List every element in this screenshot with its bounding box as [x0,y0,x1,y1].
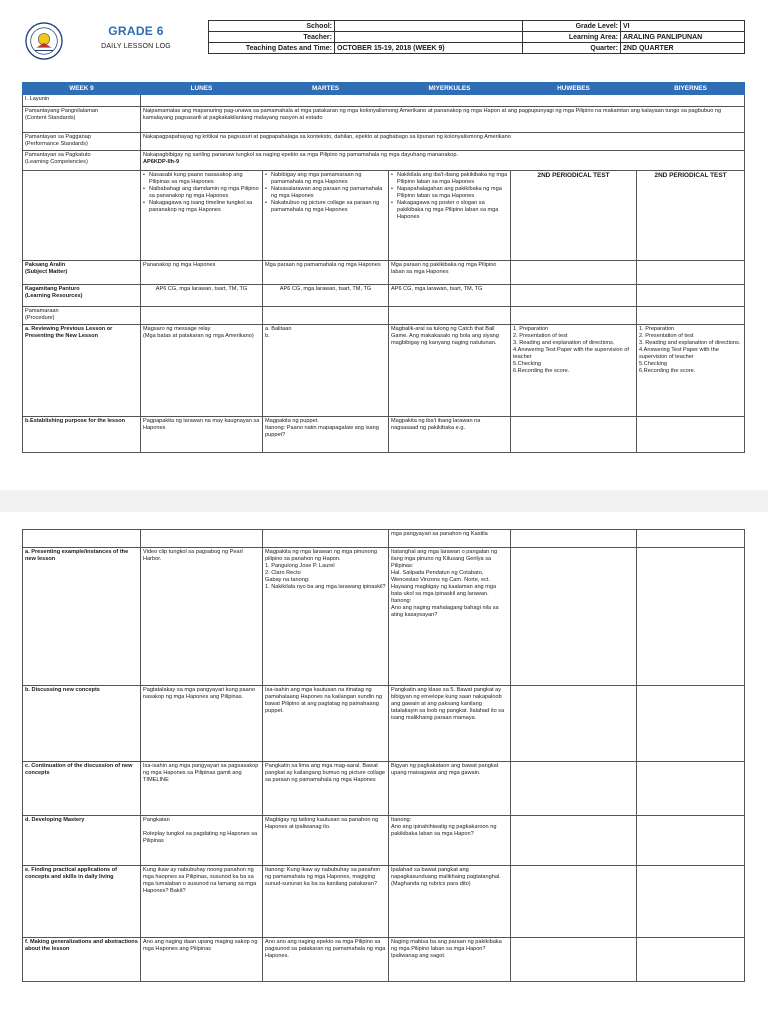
row-label-learning-resources: Kagamitang Panturo (Learning Resources) [23,285,141,307]
column-header-biyernes: BIYERNES [637,83,745,95]
learning-area-label: Learning Area: [523,32,621,43]
table-row [23,530,745,548]
list-item: • Nasasabi kung paano nasasakop ang Pilipinas sa mga Hapones [143,172,260,186]
generalizations-miyerkules: Naging mabisa ba ang paraan ng pakikibaka ng mga Pilipino laban sa mga Hapon? Ipaliwanag ang sagot. [389,938,511,982]
column-header-week: WEEK 9 [23,83,141,95]
row-label-subject-matter: Paksang Aralin (Subject Matter) [23,261,141,285]
purpose-lunes: Pagpapakita ng larawan na may kaugnayan sa Hapones [141,417,263,453]
examples-lunes: Video clip tungkol sa pagsabog ng Pearl Harbor. [141,548,263,686]
table-cell [511,548,637,686]
row-label-reviewing: a. Reviewing Previous Lesson or Presenting the New Lesson [23,325,141,417]
table-cell [637,816,745,866]
resources-lunes: AP6 CG, mga larawan, tsart, TM, TG [141,285,263,307]
table-cell [637,530,745,548]
table-cell [637,417,745,453]
subject-martes: Mga paraan ng pamamahala ng mga Hapones [263,261,389,285]
table-cell [389,307,511,325]
resources-miyerkules: AP6 CG, mga larawan, tsart, TM, TG [389,285,511,307]
generalizations-lunes: Ano ang naging daan upang maging sakop ng mga Hapones ang Pilipinas [141,938,263,982]
table-row [23,133,745,151]
table-cell [637,261,745,285]
page-subtitle: DAILY LESSON LOG [101,43,171,50]
page-title: GRADE 6 [108,24,164,38]
table-row [23,762,745,816]
lesson-log-page-2 [22,527,744,1017]
table-cell [23,530,141,548]
table-cell [637,938,745,982]
table-cell [141,95,745,107]
list-item: • Nakabubuo ng picture collage sa paraan ng pamamahala ng mga Hapones [265,200,386,214]
learning-competencies-cell [141,151,745,171]
mastery-miyerkules: Itanong: Ano ang ipinahihiwatig ng pagkakaroon ng pakikibaka laban sa mga Hapon? [389,816,511,866]
row-label-learning-competencies: Pamantayan sa Pagkatuto (Learning Competencies) [23,151,141,171]
deped-seal-logo [25,22,63,60]
mastery-lunes: Pangkatan Roleplay tungkol sa pagdating ng Hapones sa Pilipinas [141,816,263,866]
row-label-generalizations: f. Making generalizations and abstractions about the lesson [23,938,141,982]
table-row [23,285,745,307]
continuation-martes: Pangkatin sa lima ang mga mag-aaral. Bawat pangkat ay kailangang bumuo ng picture collage sa paraan ng pamamahala ng mga Hapones [263,762,389,816]
continuation-miyerkules: Bigyan ng pagkakataon ang bawat pangkat upang maisagawa ang mga gawain. [389,762,511,816]
lesson-log-page-1 [22,20,744,472]
grade-level-label: Grade Level: [523,21,621,32]
column-header-lunes: LUNES [141,83,263,95]
table-row [23,151,745,171]
table-row [23,866,745,938]
discussing-miyerkules: Pangkatin ang klase sa 5. Bawat pangkat ay bibigyan ng envelope kung saan nakapaloob ang gawain at ang paksang kanilang tatalakayin sa loob ng pangkat. Ilalahad ito sa isang malikhaing paraan mamaya. [389,686,511,762]
table-row [23,816,745,866]
list-item: • Nakikilala ang iba't-ibang pakikibaka ng mga Pilipino laban sa mga Hapones [391,172,508,186]
row-label-layunin: I. Layunin [23,95,141,107]
row-label-developing-mastery: d. Developing Mastery [23,816,141,866]
resources-martes: AP6 CG, mga larawan, tsart, TM, TG [263,285,389,307]
teacher-label: Teacher: [209,32,335,43]
dates-field: OCTOBER 15-19, 2018 (WEEK 9) [335,43,523,54]
table-cell [263,307,389,325]
table-cell [23,171,141,261]
list-item: • Naisasalarawan ang paraan ng pamamahala ng mga Hapones [265,186,386,200]
examples-martes: Magpakita ng mga larawan ng mga pinunong pilipino sa panahon ng Hapon. 1. Pangulong Jose P. Laurel 2. Claro Recto Gabay na tanong: 1. Nakikilala nyo ba ang mga larawang ipinaskil? [263,548,389,686]
mastery-martes: Magbigay ng tatlong kautusan sa panahon ng Hapones at ipaliwanag ito. [263,816,389,866]
school-label: School: [209,21,335,32]
column-header-martes: MARTES [263,83,389,95]
reviewing-lunes: Magsaro ng message relay (Mga batas at patakaran ng mga Amerikano) [141,325,263,417]
table-row [23,417,745,453]
table-row [23,107,745,133]
examples-miyerkules: Itatanghal ang mga larawan o pangalan ng ilang mga pinuno ng Kilusang Gerilya sa Pilipinas: Hal. Salipada Pendatun ng Cotabato, Wenceslao Vinzons ng Cam. Norte, ect. Hayaang magbigay ng kaalaman ang mga bata ukol sa mga ipinaskil ang larawan. Itanong: Ano ang naging mahalagang bahagi nila sa ating kasaysayan? [389,548,511,686]
table-cell [637,285,745,307]
table-row [23,686,745,762]
table-cell [511,816,637,866]
row-label-discussing: b. Discussing new concepts [23,686,141,762]
reviewing-martes: a. Balitaan b. [263,325,389,417]
grade-level-field: VI [621,21,745,32]
objectives-miyerkules [389,171,511,261]
test-steps-biyernes: 1. Preparation 2. Presentation of test 3. Reading and explanation of directions. 4.Answering Test Paper with the supervision of teacher 5.Checking 6.Recording the score. [637,325,745,417]
list-item: • Naibabahagi ang damdamin ng mga Pilipino sa pananakop ng mga Hapones [143,186,260,200]
content-standards-text: Naipamamalas ang mapanuring pag-unawa sa pamamahala at mga patakaran ng mga kolonyalismong Amerikano at pananakop ng mga Hapon at ang pagpupunyagi ng mga Pilipino na makamtan ang kalayaan tungo sa pagbubuo ng kamalayang pagsasarili at pagkakakilanlang malayang nasyon at estado [141,107,745,133]
objectives-lunes [141,171,263,261]
table-cell [511,938,637,982]
column-header-miyerkules: MIYERKULES [389,83,511,95]
purpose-miyerkules: Magpakita ng iba't ibang larawan na nagsasaad ng pakikibaka e.g. [389,417,511,453]
info-right-table [522,20,745,54]
lesson-table-page-2 [22,529,745,982]
purpose-martes: Magpakita ng puppet. Itanong: Paano natin mapapagalaw ang isang puppet? [263,417,389,453]
table-cell [637,866,745,938]
table-cell [511,530,637,548]
lesson-table-page-1 [22,82,745,453]
continued-miyerkules: mga pangyayari sa panahon ng Kastila [389,530,511,548]
row-label-procedure: Pamamaraan (Procedure) [23,307,141,325]
list-item: • Napapahalagahan ang pakikibaka ng mga Pilipino laban sa mga Hapones [391,186,508,200]
learning-area-field: ARALING PANLIPUNAN [621,32,745,43]
table-cell [263,530,389,548]
document-header [22,20,744,64]
row-label-presenting-examples: a. Presenting example/instances of the new lesson [23,548,141,686]
table-cell [141,530,263,548]
periodical-test-huwebes: 2ND PERIODICAL TEST [511,171,637,261]
generalizations-martes: Ano ano ang naging epekto sa mga Pilipino sa pagsunod sa patakaran ng pamamahala ng mga Hapones. [263,938,389,982]
table-row [23,938,745,982]
table-cell [511,307,637,325]
page-separator [0,490,768,512]
applications-lunes: Kung ikaw ay nabubuhay noong panahon ng mga haopnes sa Pilipinas, susunod ka ba sa mga lumalaban o susunod na lamang sa mga Hapones? Bakit? [141,866,263,938]
applications-martes: Itanong: Kung ikaw ay nabubuhay sa panahon ng pamamahala ng mga Hapones, magiging sunud-sunuran ka ba sa kanilang patakaran? [263,866,389,938]
table-cell [637,762,745,816]
list-item: • Nabibigay ang mga pamamaraan ng pamamahala ng mga Hapones [265,172,386,186]
table-cell [511,762,637,816]
discussing-martes: Isa-isahin ang mga kautusan na itinatag ng pamahalaang Hapones na kailangan sundin ng bawat Pilipino at ang pagtatag ng pamahaang puppet. [263,686,389,762]
table-row [23,95,745,107]
applications-miyerkules: Ipalahad sa bawat pangkat ang napagkasunduang malikhaing pagtatanghal. (Maghanda ng rubrics para dito) [389,866,511,938]
dates-label: Teaching Dates and Time: [209,43,335,54]
table-cell [141,307,263,325]
list-item: • Nakagagawa ng poster o slogan sa pakikibaka ng mga Pilipino laban sa mga Hapones [391,200,508,221]
performance-standards-text: Nakapagpapahayag ng kritikal na pagsusuri at pagpapahalaga sa konteksto, dahilan, epekto at pagbabago sa lipunan ng kolonyalismong Amerikano [141,133,745,151]
test-steps-huwebes: 1. Preparation 2. Presentation of test 3. Reading and explanation of directions. 4.Answering Test Paper with the supervision of teacher 5.Checking 6.Recording the score. [511,325,637,417]
table-cell [511,417,637,453]
learning-competencies-text: Nakapagbibigay ng sariling pananaw tungkol sa naging epekto sa mga Pilipino ng pamamahala ng mga dayuhang mananakop. [143,152,459,158]
reviewing-miyerkules: Magbalik-aral sa tulong ng Catch that Ball Game. Ang makakasalo ng bola ang siyang magbibigay ng kanyang naging natutunan. [389,325,511,417]
objectives-martes [263,171,389,261]
table-cell [637,686,745,762]
table-row [23,171,745,261]
school-field [335,21,523,32]
table-cell [637,548,745,686]
table-cell [511,285,637,307]
continuation-lunes: Isa-isahin ang mga pangyayari sa pagsasakop ng mga Hapones sa Pilipinas gamit ang TIMELINE [141,762,263,816]
table-row [23,261,745,285]
column-header-huwebes: HUWEBES [511,83,637,95]
table-cell [511,686,637,762]
table-row [23,325,745,417]
table-row [23,548,745,686]
competency-code: AP6KDP-IIh-9 [143,159,180,165]
table-cell [637,307,745,325]
periodical-test-biyernes: 2ND PERIODICAL TEST [637,171,745,261]
grade-block [66,24,206,50]
table-header-row [23,83,745,95]
discussing-lunes: Pagtatalakay sa mga pangyayari kung paano nasakop ng mga Hapones ang Pilipinas. [141,686,263,762]
table-cell [511,261,637,285]
info-left-table [208,20,523,54]
row-label-continuation: c. Continuation of the discussion of new concepts [23,762,141,816]
row-label-performance-standards: Pamantayan sa Pagganap (Performance Standards) [23,133,141,151]
row-label-establishing-purpose: b.Establishing purpose for the lesson [23,417,141,453]
quarter-label: Quarter: [523,43,621,54]
quarter-field: 2ND QUARTER [621,43,745,54]
table-cell [511,866,637,938]
table-row [23,307,745,325]
subject-miyerkules: Mga paraan ng pakikibaka ng mga Pilipino laban sa mga Hapones [389,261,511,285]
list-item: • Nakagagawa ng isang timeline tungkol sa pananakop ng mga Hapones [143,200,260,214]
row-label-practical-applications: e. Finding practical applications of concepts and skills in daily living [23,866,141,938]
teacher-field [335,32,523,43]
subject-lunes: Pananakop ng mga Hapones [141,261,263,285]
row-label-content-standards: Pamantayang Pangnilalaman (Content Standards) [23,107,141,133]
